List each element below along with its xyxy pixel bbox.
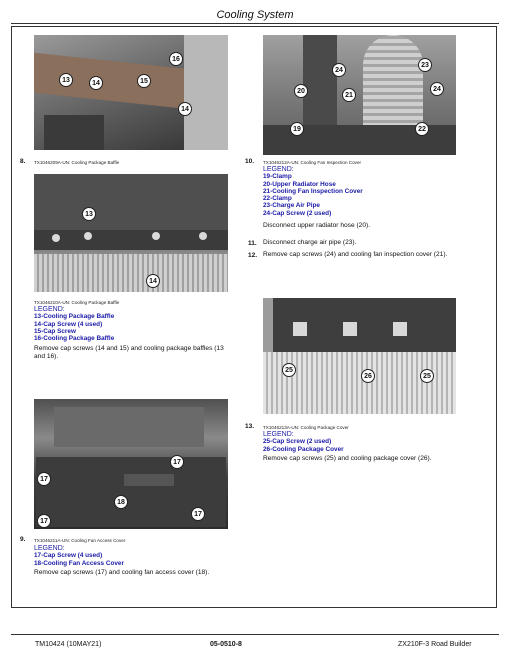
callout-25a: 25 xyxy=(282,363,296,377)
caption-step-9: TX1046211A-UN: Cooling Fan Access Cover xyxy=(34,538,126,543)
legend-step-9 xyxy=(34,545,234,567)
legend-item: 23-Charge Air Pipe xyxy=(263,202,320,210)
callout-13: 13 xyxy=(59,73,73,87)
step-11-number: 11. xyxy=(248,240,257,247)
callout-18: 18 xyxy=(114,495,128,509)
legend-step-10 xyxy=(263,166,483,217)
photo-cooling-fan-inspection-cover xyxy=(263,35,456,155)
legend-item: 16-Cooling Package Baffle xyxy=(34,335,115,343)
callout-17d: 17 xyxy=(37,514,51,528)
step-9-number: 9. xyxy=(20,536,26,543)
legend-title: LEGEND: xyxy=(34,545,65,552)
instruction-step-10: Disconnect upper radiator hose (20). xyxy=(263,222,371,229)
legend-item: 24-Cap Screw (2 used) xyxy=(263,209,332,217)
callout-24b: 24 xyxy=(430,82,444,96)
footer-divider xyxy=(11,634,499,635)
callout-17b: 17 xyxy=(170,455,184,469)
callout-19: 19 xyxy=(290,122,304,136)
header-divider xyxy=(11,23,499,24)
callout-25b: 25 xyxy=(420,369,434,383)
callout-23: 23 xyxy=(418,58,432,72)
callout-14b: 14 xyxy=(178,102,192,116)
callout-26: 26 xyxy=(361,369,375,383)
footer-model: ZX210F-3 Road Builder xyxy=(398,641,472,648)
caption-step-10: TX1046212A-UN: Cooling Fan Inspection Cover xyxy=(263,160,362,165)
callout-14-fig2: 14 xyxy=(146,274,160,288)
legend-title: LEGEND: xyxy=(34,306,65,313)
step-8-number: 8. xyxy=(20,158,26,165)
callout-16: 16 xyxy=(169,52,183,66)
callout-13-fig2: 13 xyxy=(82,207,96,221)
legend-item: 20-Upper Radiator Hose xyxy=(263,180,336,188)
callout-24a: 24 xyxy=(332,63,346,77)
photo-cooling-package-cover xyxy=(263,298,456,414)
legend-item: 19-Clamp xyxy=(263,173,292,181)
legend-item: 13-Cooling Package Baffle xyxy=(34,313,115,321)
legend-title: LEGEND: xyxy=(263,431,294,438)
instruction-step-12: Remove cap screws (24) and cooling fan inspection cover (21). xyxy=(263,251,448,258)
legend-item: 17-Cap Screw (4 used) xyxy=(34,552,103,560)
callout-20: 20 xyxy=(294,84,308,98)
instruction-step-11: Disconnect charge air pipe (23). xyxy=(263,239,357,246)
footer-page-number: 05-0510-8 xyxy=(210,641,242,648)
legend-item: 18-Cooling Fan Access Cover xyxy=(34,559,124,567)
legend-fig-2 xyxy=(34,306,234,342)
instruction-step-9: Remove cap screws (17) and cooling fan access cover (18). xyxy=(34,569,210,576)
photo-cooling-package-baffle-1 xyxy=(34,35,228,150)
caption-step-13: TX1046213A-UN: Cooling Package Cover xyxy=(263,425,349,430)
caption-fig-2: TX1046210A-UN: Cooling Package Baffle xyxy=(34,300,120,305)
legend-item: 25-Cap Screw (2 used) xyxy=(263,438,332,446)
legend-item: 15-Cap Screw xyxy=(34,327,76,335)
caption-step-8: TX1046209A-UN: Cooling Package Baffle xyxy=(34,160,120,165)
callout-15: 15 xyxy=(137,74,151,88)
callout-22: 22 xyxy=(415,122,429,136)
legend-item: 22-Clamp xyxy=(263,195,292,203)
legend-item: 21-Cooling Fan Inspection Cover xyxy=(263,187,363,195)
callout-17c: 17 xyxy=(191,507,205,521)
callout-21: 21 xyxy=(342,88,356,102)
photo-cooling-package-baffle-2 xyxy=(34,174,228,292)
legend-item: 26-Cooling Package Cover xyxy=(263,445,344,453)
legend-title: LEGEND: xyxy=(263,166,294,173)
callout-14: 14 xyxy=(89,76,103,90)
legend-step-13 xyxy=(263,431,483,453)
step-10-number: 10. xyxy=(245,158,255,165)
footer-doc-id: TM10424 (10MAY21) xyxy=(35,641,102,648)
step-13-number: 13. xyxy=(245,423,255,430)
instruction-step-13: Remove cap screws (25) and cooling package cover (26). xyxy=(263,455,432,462)
callout-17a: 17 xyxy=(37,472,51,486)
page-title: Cooling System xyxy=(216,9,294,21)
step-12-number: 12. xyxy=(248,252,258,259)
instruction-fig-2: Remove cap screws (14 and 15) and cooling package baffles (13 and 16). xyxy=(34,345,224,360)
legend-item: 14-Cap Screw (4 used) xyxy=(34,320,103,328)
